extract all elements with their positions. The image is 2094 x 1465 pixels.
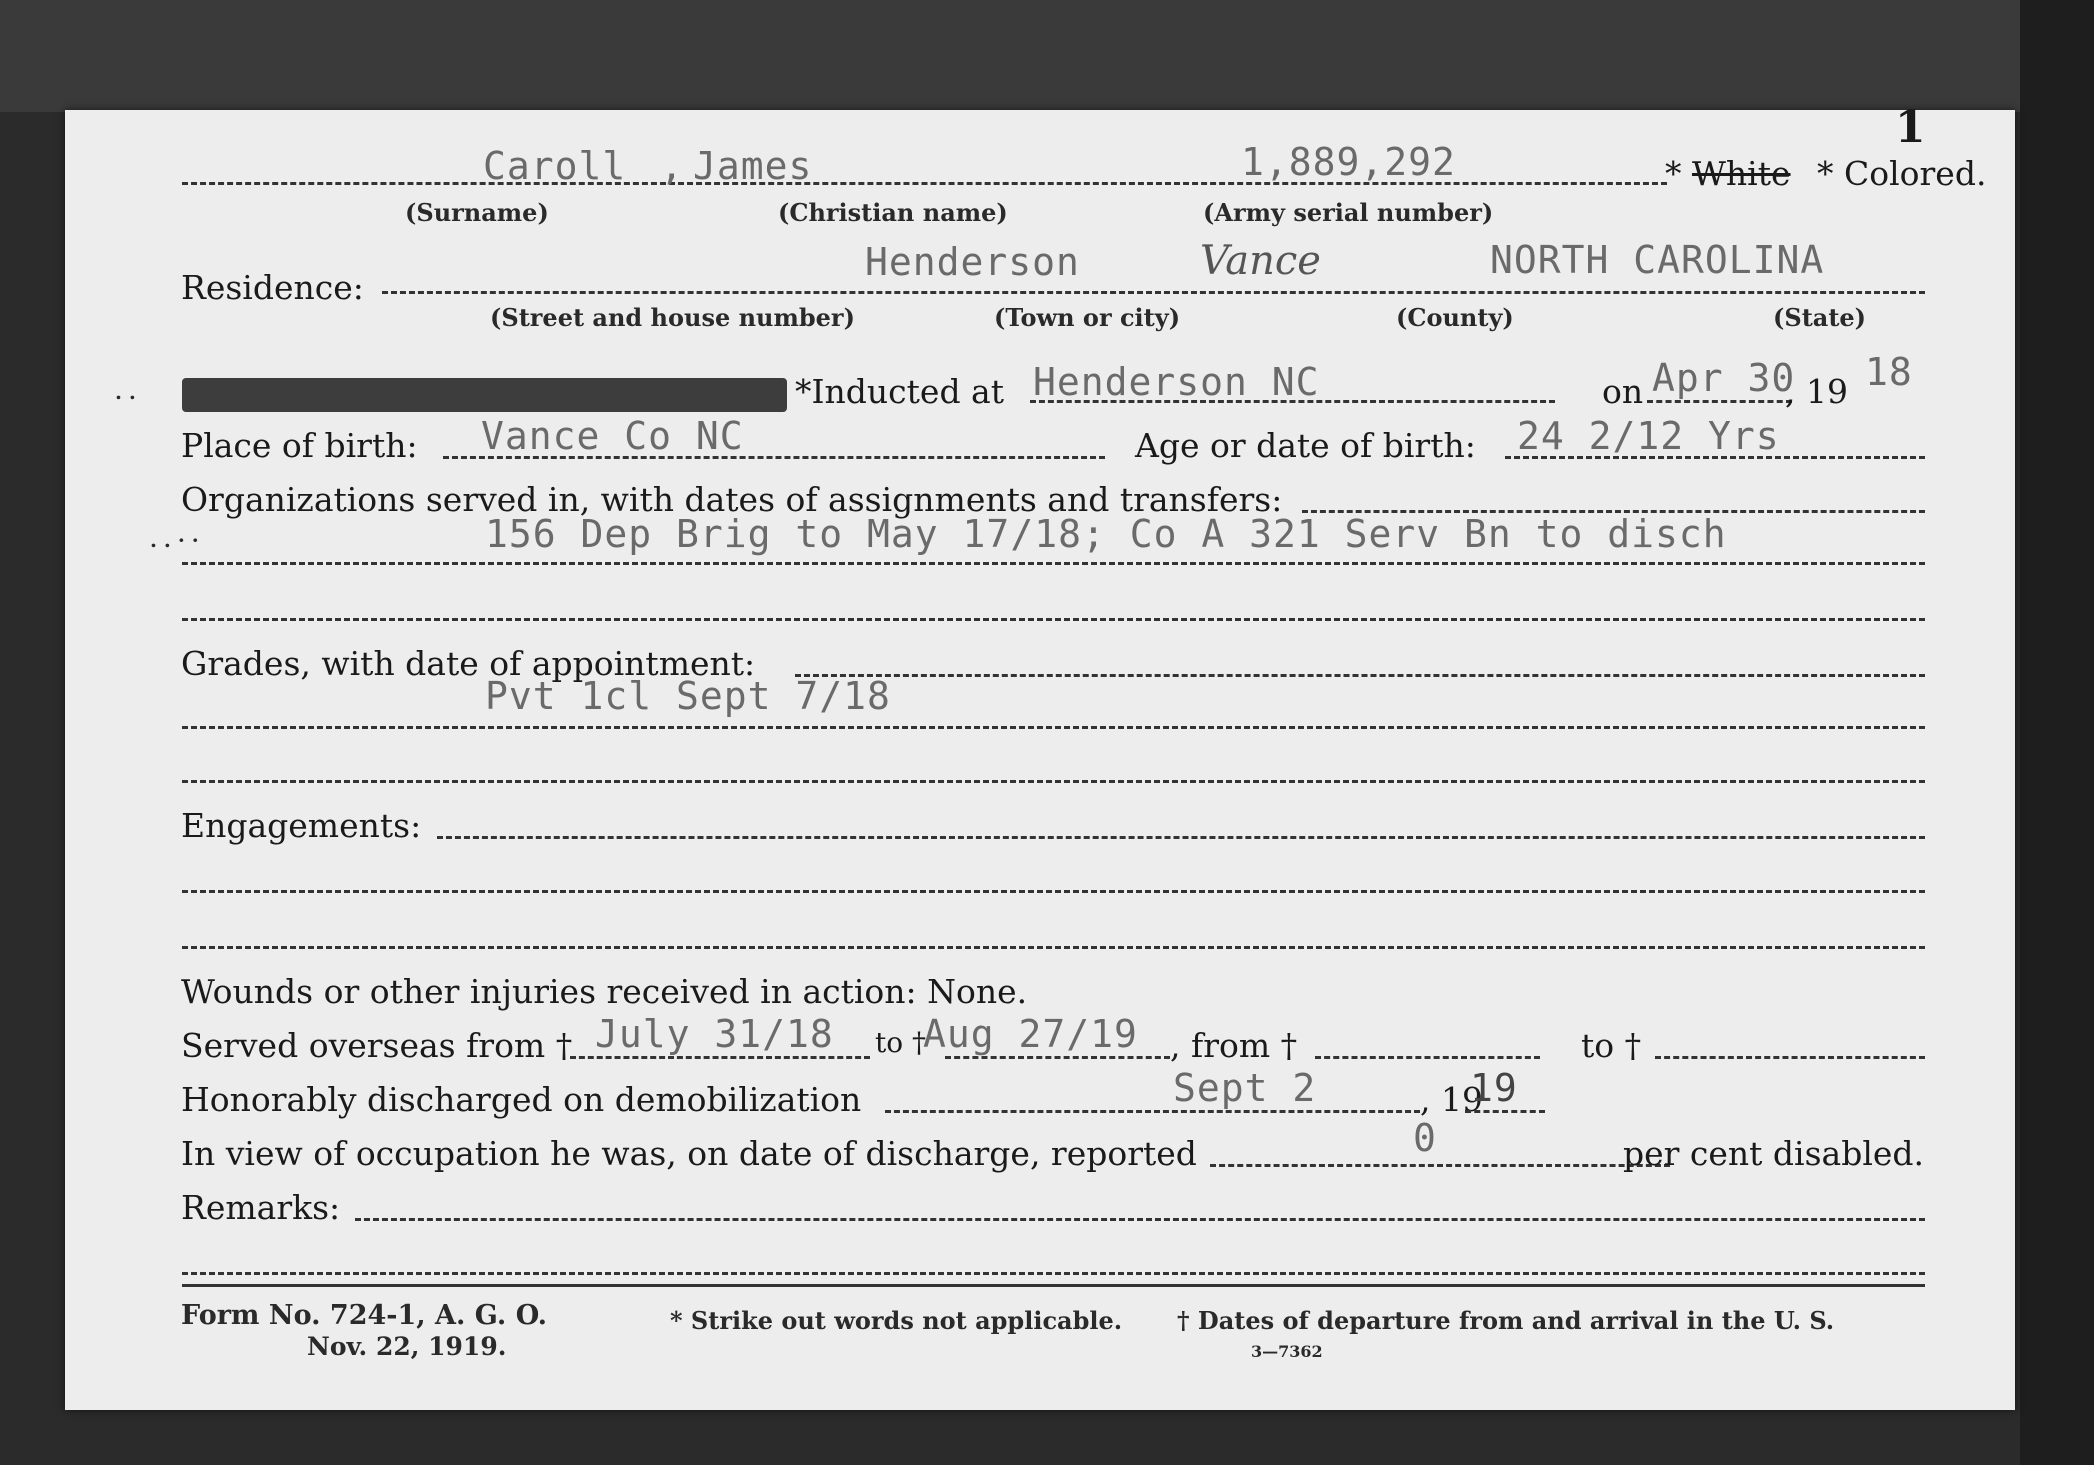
- caption-surname: (Surname): [405, 198, 549, 227]
- caption-serial: (Army serial number): [1203, 198, 1494, 227]
- disability-suffix: per cent disabled.: [1623, 1134, 1925, 1173]
- redacted-block: [182, 378, 787, 412]
- organizations-label: Organizations served in, with dates of assignments and transfers:: [181, 480, 1283, 519]
- disability-underline: [1210, 1164, 1670, 1167]
- inducted-date-value: Apr 30: [1652, 356, 1796, 400]
- scanner-background-right: [2020, 0, 2094, 1465]
- strike-note: * Strike out words not applicable.: [670, 1306, 1123, 1335]
- comma: ,: [660, 144, 684, 188]
- remarks-label: Remarks:: [181, 1188, 341, 1227]
- engagements-underline-3: [182, 946, 1925, 949]
- caption-christian-name: (Christian name): [778, 198, 1008, 227]
- grades-label: Grades, with date of appointment:: [181, 644, 756, 683]
- discharge-year-prefix: , 19: [1420, 1080, 1483, 1119]
- remarks-underline-1: [355, 1218, 1925, 1221]
- star-white: *: [1665, 154, 1692, 193]
- christian-name-value: James: [693, 144, 813, 188]
- discharge-year-value: 19: [1470, 1066, 1518, 1110]
- overseas-from-underline: [570, 1056, 870, 1059]
- served-overseas-label: Served overseas from †: [181, 1026, 573, 1065]
- organizations-value: 156 Dep Brig to May 17/18; Co A 321 Serv Bn to disch: [485, 512, 1727, 556]
- discharge-year-underline: [1465, 1110, 1545, 1113]
- residence-state-value: NORTH CAROLINA: [1490, 238, 1825, 282]
- discharge-date-underline: [885, 1110, 1420, 1113]
- residence-town-value: Henderson: [865, 240, 1080, 284]
- colored-label: * Colored.: [1817, 154, 1987, 193]
- age-label: Age or date of birth:: [1135, 426, 1476, 465]
- organizations-underline-3: [182, 618, 1925, 621]
- overseas-from2-label: , from †: [1170, 1026, 1298, 1065]
- residence-label: Residence:: [181, 268, 364, 307]
- inducted-place-value: Henderson NC: [1033, 360, 1320, 404]
- disability-label: In view of occupation he was, on date of discharge, reported: [181, 1134, 1197, 1173]
- white-label: White: [1692, 154, 1791, 193]
- dates-note: † Dates of departure from and arrival in the U. S.: [1177, 1306, 1835, 1335]
- age-value: 24 2/12 Yrs: [1517, 414, 1780, 458]
- margin-dots-1: . .: [115, 380, 136, 404]
- disability-value: 0: [1413, 1116, 1437, 1160]
- engagements-underline-1: [437, 836, 1925, 839]
- serial-number-value: 1,889,292: [1241, 140, 1456, 184]
- wounds-label: Wounds or other injuries received in action: None.: [181, 972, 1028, 1011]
- form-date: Nov. 22, 1919.: [307, 1332, 507, 1361]
- overseas-to-value: Aug 27/19: [923, 1012, 1138, 1056]
- organizations-underline-2: [182, 562, 1925, 565]
- discharge-date-value: Sept 2: [1173, 1066, 1317, 1110]
- overseas-from2-underline: [1315, 1056, 1540, 1059]
- residence-underline: [382, 291, 1925, 294]
- caption-state: (State): [1773, 303, 1867, 332]
- residence-county-value: Vance: [1200, 238, 1321, 284]
- star-white-label: [1665, 154, 1791, 193]
- engagements-label: Engagements:: [181, 806, 422, 845]
- card-number: 1: [1895, 102, 1926, 153]
- inducted-at-label: *Inducted at: [795, 372, 1004, 411]
- margin-dots-2: . . · ·: [150, 528, 199, 552]
- inducted-year-prefix: , 19: [1785, 372, 1848, 411]
- overseas-from-value: July 31/18: [595, 1012, 834, 1056]
- grades-underline-1: [795, 674, 1925, 677]
- surname-value: Caroll: [483, 144, 627, 188]
- grades-underline-3: [182, 780, 1925, 783]
- grades-value: Pvt 1cl Sept 7/18: [485, 674, 891, 718]
- caption-county: (County): [1396, 303, 1514, 332]
- footer-rule: [182, 1284, 1925, 1287]
- form-number: Form No. 724-1, A. G. O.: [181, 1300, 548, 1331]
- place-of-birth-value: Vance Co NC: [481, 414, 744, 458]
- caption-town: (Town or city): [994, 303, 1181, 332]
- overseas-to2-underline: [1655, 1056, 1925, 1059]
- inducted-date-underline: [1647, 400, 1792, 403]
- inducted-year-value: 18: [1865, 350, 1913, 394]
- service-record-card: [65, 102, 2015, 1410]
- grades-underline-2: [182, 726, 1925, 729]
- inducted-on-label: on: [1602, 372, 1644, 411]
- discharge-label: Honorably discharged on demobilization: [181, 1080, 862, 1119]
- engagements-underline-2: [182, 890, 1925, 893]
- scanner-background-top: [0, 0, 2094, 112]
- print-code: 3—7362: [1251, 1342, 1323, 1361]
- overseas-to2-label: to †: [1581, 1026, 1642, 1065]
- overseas-to-label: to †: [875, 1026, 927, 1059]
- overseas-to-underline: [945, 1056, 1170, 1059]
- caption-street: (Street and house number): [490, 303, 855, 332]
- place-of-birth-label: Place of birth:: [181, 426, 418, 465]
- remarks-underline-2: [182, 1272, 1925, 1275]
